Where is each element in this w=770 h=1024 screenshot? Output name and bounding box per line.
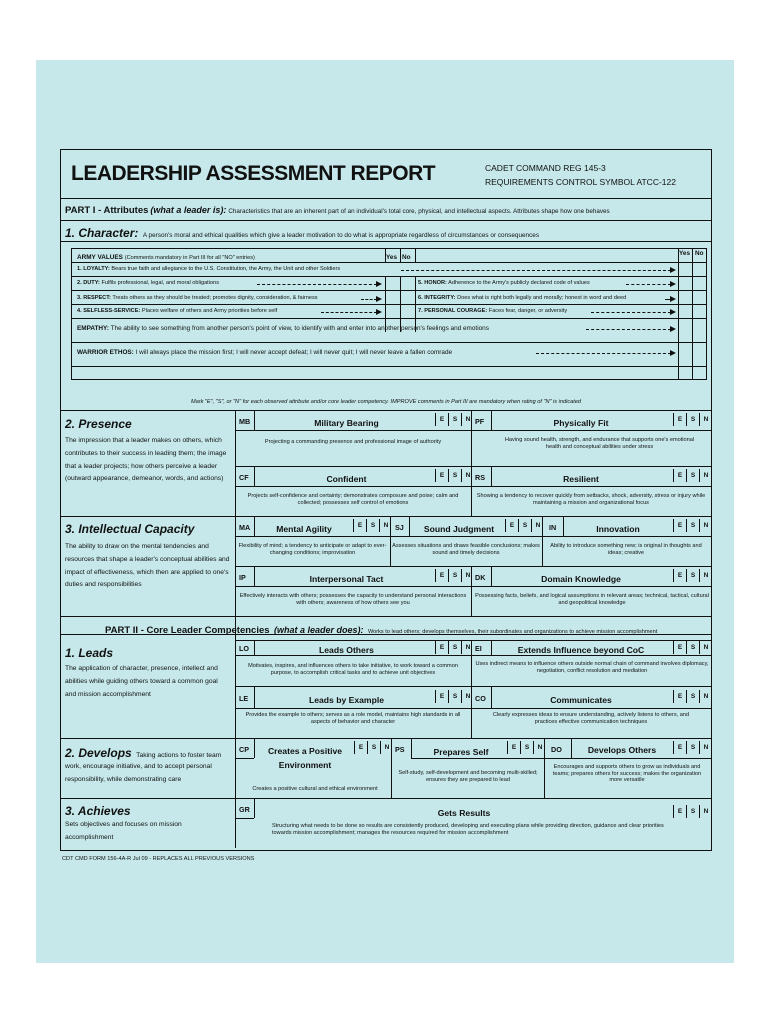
intellectual-capacity-description: The ability to draw on the mental tendencies and resources that shape a leader's conceptual abilities and impact of effectiveness, which then are applied to one's duties and responsibilities [65, 543, 230, 589]
develops-description: work, encourage initiative, and to accept personal responsibility, while demonstrating care [65, 763, 212, 783]
presence-heading: 2. Presence [65, 417, 132, 431]
presence-description: The impression that a leader makes on others, which contributes to their success in leading them; the image that a leader projects; how others perceive a leader (outward appearance, demeanor, words, and actions) [65, 437, 227, 483]
respect-arrow [361, 299, 377, 300]
leads-by-example-title: Leads by Example [309, 695, 384, 705]
warrior-ethos-arrow [536, 353, 671, 354]
communicates-title: Communicates [550, 695, 612, 705]
extends-influence-rating[interactable]: E S N [673, 641, 712, 654]
extends-influence-title: Extends Influence beyond CoC [517, 645, 645, 655]
military-bearing-description: Projecting a commanding presence and professional image of authority [264, 439, 442, 445]
empathy-row: EMPATHY: The ability to see something from another person's point of view, to identify with and enter into another person's feelings and emotions [77, 325, 489, 332]
mb-code: MB [239, 417, 251, 426]
cf-code: CF [239, 473, 249, 482]
achieves-description: Sets objectives and focuses on mission accomplishment [65, 821, 182, 841]
gets-results-title: Gets Results [437, 808, 491, 818]
ma-code: MA [239, 523, 251, 532]
interpersonal-tact-title: Interpersonal Tact [309, 574, 384, 584]
empathy-arrow [586, 329, 671, 330]
resilient-title: Resilient [563, 474, 599, 484]
value-selfless-service: 4. SELFLESS-SERVICE: Places welfare of others and Army priorities before self [77, 308, 278, 314]
co-code: CO [475, 694, 486, 703]
physically-fit-description: Having sound health, strength, and endurance that supports one's emotional health and conceptual abilities under stress [504, 437, 695, 450]
value-honor: 5. HONOR: Adherence to the Army's publicly declared code of values [418, 280, 590, 286]
yes-column-header: Yes [386, 254, 398, 261]
value-respect: 3. RESPECT: Treats others as they should be treated; promotes dignity, consideration, & fairness [77, 295, 318, 301]
no-column-header-right: No [695, 250, 704, 257]
military-bearing-rating[interactable]: E S N [435, 413, 474, 426]
develops-others-description: Encourages and supports others to grow as individuals and teams; prepares others for success; makes the organization more versatile [552, 764, 702, 784]
interpersonal-tact-rating[interactable]: E S N [435, 569, 474, 582]
selfless-service-arrow [321, 312, 377, 313]
prepares-self-rating[interactable]: E S N [507, 741, 546, 754]
develops-others-rating[interactable]: E S N [673, 741, 712, 754]
sound-judgment-rating[interactable]: E S N [505, 519, 544, 532]
sound-judgment-description: Assesses situations and draws feasible conclusions; makes sound and timely decisions [392, 543, 540, 556]
innovation-rating[interactable]: E S N [673, 519, 712, 532]
warrior-ethos-row: WARRIOR ETHOS: I will always place the mission first; I will never accept defeat; I will never quit; I will never leave a fallen comrade [77, 349, 453, 356]
resilient-rating[interactable]: E S N [673, 469, 712, 482]
integrity-arrow [665, 299, 671, 300]
leads-others-rating[interactable]: E S N [435, 641, 474, 654]
develops-others-title: Develops Others [587, 745, 657, 755]
innovation-title: Innovation [596, 524, 640, 534]
le-code: LE [239, 694, 249, 703]
communicates-rating[interactable]: E S N [673, 690, 712, 703]
prepares-self-description: Self-study, self-development and becoming multi-skilled; ensures they are prepared to lead [398, 770, 538, 783]
domain-knowledge-title: Domain Knowledge [541, 574, 621, 584]
mental-agility-rating[interactable]: E S N [353, 519, 392, 532]
creates-positive-environment-description: Creates a positive cultural and ethical environment [252, 786, 378, 792]
do-code: DO [551, 745, 562, 754]
interpersonal-tact-description: Effectively interacts with others; possesses the capacity to understand personal interactions with others; awareness of how others see you [239, 593, 467, 606]
innovation-description: Ability to introduce something new; is original in thoughts and ideas; creative [550, 543, 702, 556]
resilient-description: Showing a tendency to recover quickly from setbacks, shock, adversity, stress or injury while maintaining a mission and organizational focus [476, 493, 706, 506]
achieves-heading: 3. Achieves [65, 804, 131, 818]
mental-agility-description: Flexibility of mind; a tendency to anticipate or adapt to ever-changing conditions; improvisation [238, 543, 387, 556]
communicates-description: Clearly expresses ideas to ensure understanding, actively listens to others, and practices effective communication techniques [492, 712, 690, 725]
leads-heading: 1. Leads [65, 646, 114, 660]
physically-fit-title: Physically Fit [553, 418, 609, 428]
sj-code: SJ [395, 523, 404, 532]
in-code: IN [549, 523, 557, 532]
mental-agility-title: Mental Agility [276, 524, 332, 534]
military-bearing-title: Military Bearing [314, 418, 379, 428]
leads-by-example-rating[interactable]: E S N [435, 690, 474, 703]
personal-courage-arrow [591, 312, 671, 313]
value-integrity: 6. INTEGRITY: Does what is right both legally and morally; honest in word and deed [418, 295, 627, 301]
creates-positive-environment-rating[interactable]: E S N [354, 741, 393, 754]
leads-others-title: Leads Others [319, 645, 374, 655]
gets-results-description: Structuring what needs to be done so results are consistently produced, developing and executing plans while providing direction, guidance and clear priorities towards mission accomplishment; manages the resources required for mission accomplishment [272, 823, 664, 836]
ei-code: EI [475, 644, 482, 653]
prepares-self-title: Prepares Self [433, 747, 489, 757]
rating-instruction: Mark "E", "S", or "N" for each observed attribute and/or core leader competency. IMPROVE comments in Part III are mandatory when rating of "N" is indicated [190, 399, 582, 405]
develops-heading: 2. Develops Taking actions to foster team [65, 746, 222, 760]
confident-description: Projects self-confidence and certainty; demonstrates composure and poise; calm and collected; possesses self control of emotions [247, 493, 459, 506]
leads-by-example-description: Provides the example to others; serves as a role model, maintains high standards in all aspects of behavior and character [245, 712, 461, 725]
honor-arrow [626, 284, 671, 285]
confident-title: Confident [326, 474, 367, 484]
dk-code: DK [475, 573, 486, 582]
value-personal-courage: 7. PERSONAL COURAGE: Faces fear, danger, or adversity [418, 308, 568, 314]
yes-column-header-right: Yes [679, 250, 691, 257]
pf-code: PF [475, 417, 485, 426]
part1-heading: PART I - Attributes (what a leader is): Characteristics that are an inherent part of an individual's total core, physical, and intellectual aspects. Attributes shape how one behaves [65, 205, 610, 216]
physically-fit-rating[interactable]: E S N [673, 413, 712, 426]
gr-code: GR [239, 805, 250, 814]
sound-judgment-title: Sound Judgment [423, 524, 495, 534]
part2-heading: PART II - Core Leader Competencies (what a leader does): Works to lead others; develops themselves, their subordinates and organizations to achieve mission accomplishment [105, 625, 658, 636]
value-loyalty: 1. LOYALTY: Bears true faith and allegiance to the U.S. Constitution, the Army, the Unit and other Soldiers [77, 266, 341, 272]
rs-code: RS [475, 473, 485, 482]
gets-results-rating[interactable]: E S N [673, 805, 712, 818]
control-symbol-line: REQUIREMENTS CONTROL SYMBOL ATCC-122 [485, 177, 676, 187]
cp-code: CP [239, 745, 249, 754]
ip-code: IP [239, 573, 246, 582]
form-footer: CDT CMD FORM 156-4A-R Jul 09 - REPLACES ALL PREVIOUS VERSIONS [62, 856, 255, 862]
no-column-header: No [402, 254, 411, 261]
value-duty: 2. DUTY: Fulfils professional, legal, and moral obligations [77, 280, 220, 286]
domain-knowledge-rating[interactable]: E S N [673, 569, 712, 582]
extends-influence-description: Uses indirect means to influence others outside normal chain of command involves diplomacy, negotiation, conflict resolution and mediation [475, 661, 709, 674]
intellectual-capacity-heading: 3. Intellectual Capacity [65, 522, 195, 536]
confident-rating[interactable]: E S N [435, 469, 474, 482]
character-heading: 1. Character: A person's moral and ethical qualities which give a leader motivation to do what is appropriate regardless of circumstances or consequences [65, 226, 540, 240]
loyalty-arrow [401, 270, 671, 271]
ps-code: PS [395, 745, 405, 754]
creates-positive-environment-title: Creates a Positive Environment [267, 746, 343, 770]
leadership-assessment-form [60, 149, 712, 851]
duty-arrow [257, 284, 377, 285]
lo-code: LO [239, 644, 249, 653]
army-values-label: ARMY VALUES (Comments mandatory in Part III for all "NO" entries) [77, 254, 255, 261]
domain-knowledge-description: Possessing facts, beliefs, and logical assumptions in relevant areas; technical, tactical, cultural and geopolitical knowledge [475, 593, 709, 606]
leads-others-description: Motivates, inspires, and influences others to take initiative, to work toward a common purpose, to accomplish critical tasks and to achieve unit objectives [248, 663, 458, 676]
form-title: LEADERSHIP ASSESSMENT REPORT [71, 162, 436, 185]
leads-description: The application of character, presence, intellect and abilities while guiding others toward a common goal and mission accomplishment [65, 665, 218, 698]
regulation-line: CADET COMMAND REG 145-3 [485, 163, 606, 173]
